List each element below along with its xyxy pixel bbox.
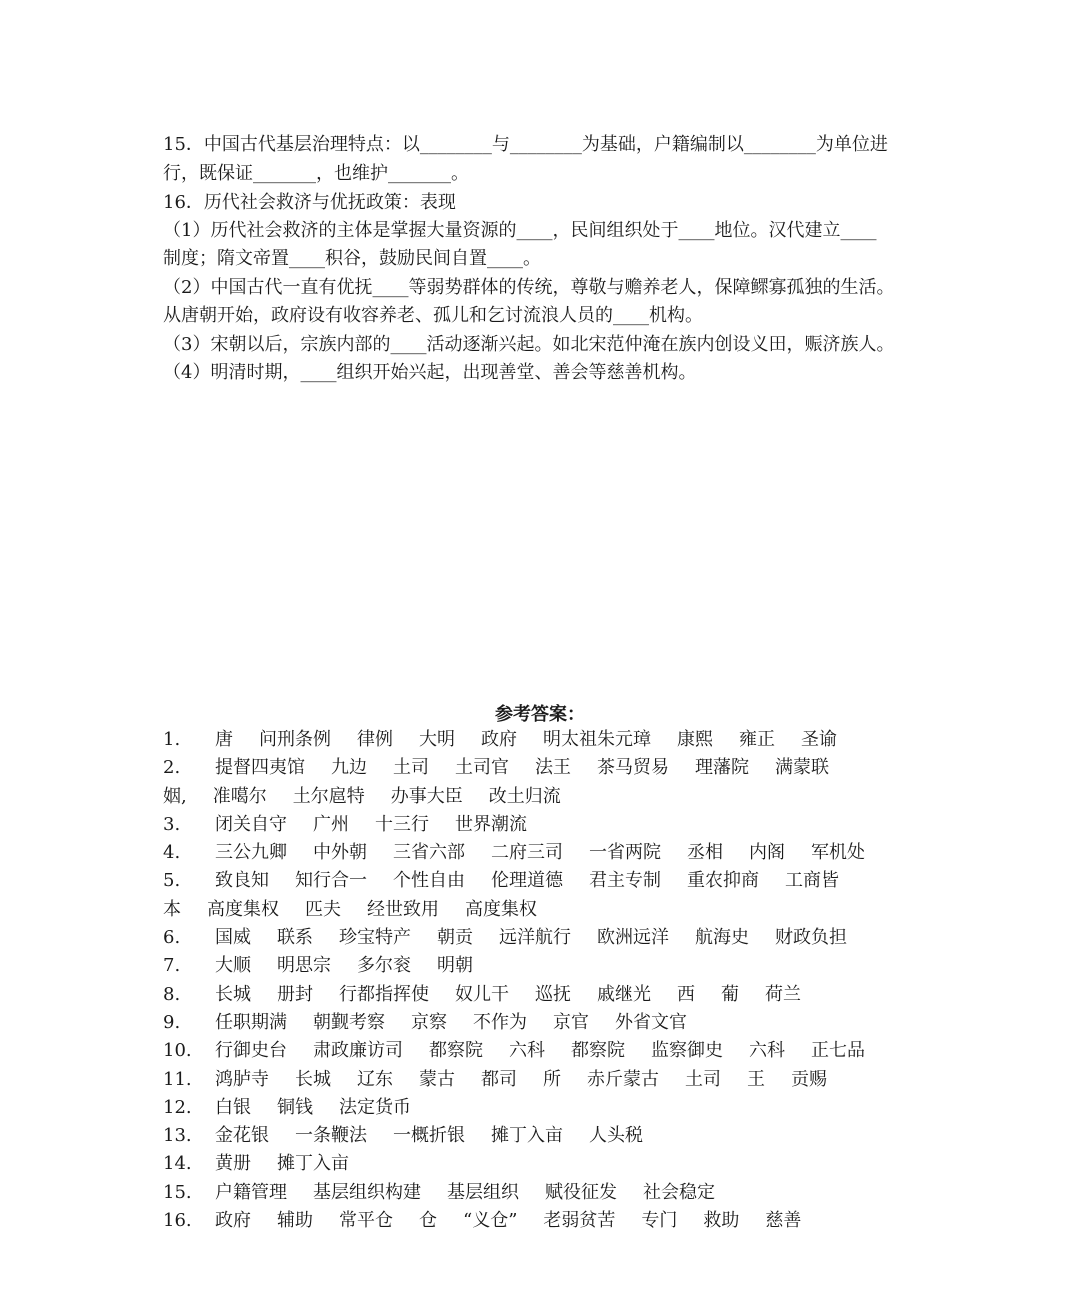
answer-item: 西 (677, 984, 695, 1005)
answer-item: 丞相 (687, 842, 723, 863)
answer-item: 茶马贸易 (597, 757, 669, 778)
answer-item: 朝贡 (437, 927, 473, 948)
answer-item: 中外朝 (313, 842, 367, 863)
answer-item: 朝觐考察 (313, 1012, 385, 1033)
answer-item: 所 (543, 1069, 561, 1090)
question-line: 15．中国古代基层治理特点：以________与________为基础，户籍编制以________为单位进 (163, 134, 888, 155)
answer-item: 欧洲远洋 (597, 927, 669, 948)
answer-item: 满蒙联 (775, 757, 829, 778)
answer-item: 摊丁入亩 (491, 1125, 563, 1146)
answer-item: 慈善 (765, 1210, 802, 1231)
answer-item: 政府 (215, 1210, 251, 1231)
answer-number: 7. (163, 955, 181, 976)
answer-number: 10. (163, 1040, 192, 1061)
answer-number: 15. (163, 1182, 192, 1203)
answer-item: 行御史台 (215, 1040, 287, 1061)
answer-item: 康熙 (677, 729, 713, 750)
answer-item: 人头税 (589, 1125, 643, 1146)
question-line: 16．历代社会救济与优抚政策：表现 (163, 192, 456, 213)
answer-item: 珍宝特产 (339, 927, 411, 948)
answer-item: 政府 (481, 729, 517, 750)
answer-item: 致良知 (215, 870, 269, 891)
answer-row (163, 813, 553, 837)
answer-item: 高度集权 (207, 899, 279, 920)
answer-number: 8. (163, 984, 181, 1005)
answer-item: 赤斤蒙古 (587, 1069, 659, 1090)
answer-item: 长城 (215, 984, 251, 1005)
answer-number: 13. (163, 1125, 192, 1146)
answer-item: 行都指挥使 (339, 984, 429, 1005)
answer-item: 基层组织构建 (313, 1182, 421, 1203)
answer-item: 重农抑商 (687, 870, 759, 891)
answer-item: 土司 (685, 1069, 721, 1090)
answer-item: 巡抚 (535, 984, 571, 1005)
answer-item: 外省文官 (615, 1012, 687, 1033)
answer-item: 一省两院 (589, 842, 661, 863)
answer-number: 12. (163, 1097, 192, 1118)
answer-item: 正七品 (811, 1040, 865, 1061)
answer-item: 个性自由 (393, 870, 465, 891)
answer-item: 多尔衮 (357, 955, 411, 976)
answer-item: 圣谕 (801, 729, 837, 750)
question-line: 制度；隋文帝置____积谷，鼓励民间自置____。 (163, 248, 541, 269)
answer-item: 肃政廉访司 (313, 1040, 403, 1061)
answer-item: 监察御史 (651, 1040, 723, 1061)
answer-item: 戚继光 (597, 984, 651, 1005)
answer-item: 伦理道德 (491, 870, 563, 891)
answer-item: 财政负担 (775, 927, 847, 948)
answer-item: 奴儿干 (455, 984, 509, 1005)
answer-item: 三省六部 (393, 842, 465, 863)
answer-item: 明太祖朱元璋 (543, 729, 651, 750)
answer-row-continued (163, 785, 587, 809)
answer-row (163, 1011, 713, 1035)
answer-item: 航海史 (695, 927, 749, 948)
answer-item: 律例 (357, 729, 393, 750)
answer-item: 六科 (509, 1040, 545, 1061)
answer-number: 3. (163, 814, 181, 835)
answer-row-continued (163, 898, 563, 922)
answer-row (163, 1096, 437, 1120)
answer-item: 仓 (419, 1210, 437, 1231)
answer-item: 唐 (215, 729, 233, 750)
answer-item: 工商皆 (785, 870, 839, 891)
answer-row (163, 926, 873, 950)
question-line: （3）宋朝以后，宗族内部的____活动逐渐兴起。如北宋范仲淹在族内创设义田，赈济族人。 (163, 334, 895, 355)
answer-item: 二府三司 (491, 842, 563, 863)
answer-row (163, 1124, 669, 1148)
answer-row (163, 1181, 741, 1205)
answer-item: 辅助 (277, 1210, 313, 1231)
answer-item: 办事大臣 (390, 786, 463, 807)
answer-item: 十三行 (375, 814, 429, 835)
answer-number: 14. (163, 1153, 192, 1174)
answer-row (163, 756, 855, 780)
answer-item: 赋役征发 (545, 1182, 617, 1203)
answer-item: 高度集权 (465, 899, 537, 920)
question-line: （1）历代社会救济的主体是掌握大量资源的____，民间组织处于____地位。汉代建立____ (163, 220, 877, 241)
answer-item: 土尔扈特 (292, 786, 365, 807)
answer-item: 世界潮流 (455, 814, 527, 835)
answer-item: 都察院 (571, 1040, 625, 1061)
question-line: （2）中国古代一直有优抚____等弱势群体的传统，尊敬与赡养老人，保障鳏寡孤独的生活。 (163, 277, 895, 298)
answer-item: 经世致用 (367, 899, 439, 920)
answer-item: 救助 (703, 1210, 740, 1231)
answer-item: 不作为 (473, 1012, 527, 1033)
answer-item: 远洋航行 (499, 927, 571, 948)
answer-item: 法定货币 (339, 1097, 411, 1118)
answer-item: 国威 (215, 927, 251, 948)
answer-item: 大明 (419, 729, 455, 750)
answer-item: 六科 (749, 1040, 785, 1061)
answer-item: 提督四夷馆 (215, 757, 305, 778)
answer-number: 11. (163, 1069, 192, 1090)
answers-title: 参考答案： (495, 704, 585, 725)
answer-row (163, 983, 827, 1007)
answer-item: 内阁 (749, 842, 785, 863)
answer-item: 一概折银 (393, 1125, 465, 1146)
answer-item: 改土归流 (488, 786, 561, 807)
answer-item: 闭关自守 (215, 814, 287, 835)
answer-item: 京察 (411, 1012, 447, 1033)
answer-item: 军机处 (811, 842, 865, 863)
answer-item: 荷兰 (765, 984, 801, 1005)
answer-item: 基层组织 (447, 1182, 519, 1203)
answer-item: 摊丁入亩 (277, 1153, 349, 1174)
answer-number: 4. (163, 842, 181, 863)
answer-item: 鸿胪寺 (215, 1069, 269, 1090)
answer-row (163, 1068, 853, 1092)
answer-item: 都察院 (429, 1040, 483, 1061)
answer-item: 联系 (277, 927, 313, 948)
answer-item: 明朝 (437, 955, 473, 976)
answer-item: 匹夫 (305, 899, 341, 920)
answer-number: 5. (163, 870, 181, 891)
answer-item: 贡赐 (791, 1069, 827, 1090)
answer-row (163, 954, 499, 978)
answer-item: 铜钱 (277, 1097, 313, 1118)
answer-item: 专门 (641, 1210, 678, 1231)
answer-item: 明思宗 (277, 955, 331, 976)
answer-item: 土司官 (455, 757, 509, 778)
answer-row (163, 869, 865, 893)
answer-item: 辽东 (357, 1069, 393, 1090)
answer-item: 常平仓 (339, 1210, 393, 1231)
answer-item: 老弱贫苦 (543, 1210, 616, 1231)
answer-item: 长城 (295, 1069, 331, 1090)
answer-number: 9. (163, 1012, 181, 1033)
answer-item: 法王 (535, 757, 571, 778)
answer-item: 任职期满 (215, 1012, 287, 1033)
answer-number: 16. (163, 1210, 192, 1231)
answer-item: 问刑条例 (259, 729, 331, 750)
answer-row (163, 841, 891, 865)
answer-number: 1. (163, 729, 181, 750)
answer-row (163, 728, 863, 752)
answer-item: 准噶尔 (212, 786, 267, 807)
answer-item: 知行合一 (295, 870, 367, 891)
answer-item: 册封 (277, 984, 313, 1005)
answer-item: 九边 (331, 757, 367, 778)
answer-item: 王 (747, 1069, 765, 1090)
answer-number: 2. (163, 757, 181, 778)
answer-item: 本 (163, 899, 181, 920)
answer-item: 三公九卿 (215, 842, 287, 863)
question-line: 从唐朝开始，政府设有收容养老、孤儿和乞讨流浪人员的____机构。 (163, 305, 703, 326)
answer-item: 金花银 (215, 1125, 269, 1146)
answer-item: 白银 (215, 1097, 251, 1118)
question-line: 行，既保证_______，也维护_______。 (163, 163, 469, 184)
answer-item: 京官 (553, 1012, 589, 1033)
answer-item: 都司 (481, 1069, 517, 1090)
answer-item: 一条鞭法 (295, 1125, 367, 1146)
answer-row (163, 1039, 891, 1063)
answer-number: 6. (163, 927, 181, 948)
answer-item: 理藩院 (695, 757, 749, 778)
answer-row (163, 1209, 827, 1233)
answer-row (163, 1152, 375, 1176)
answer-item: 雍正 (739, 729, 775, 750)
answer-item: 葡 (721, 984, 739, 1005)
answer-item: 蒙古 (419, 1069, 455, 1090)
answer-item: 黄册 (215, 1153, 251, 1174)
answer-item: 大顺 (215, 955, 251, 976)
answer-item: 社会稳定 (643, 1182, 715, 1203)
answer-item: 广州 (313, 814, 349, 835)
question-line: （4）明清时期，____组织开始兴起，出现善堂、善会等慈善机构。 (163, 362, 697, 383)
answer-item: 户籍管理 (215, 1182, 287, 1203)
answer-item: 姻, (163, 786, 187, 807)
answer-item: 君主专制 (589, 870, 661, 891)
answer-item: 土司 (393, 757, 429, 778)
answer-item: “义仓” (463, 1210, 518, 1231)
